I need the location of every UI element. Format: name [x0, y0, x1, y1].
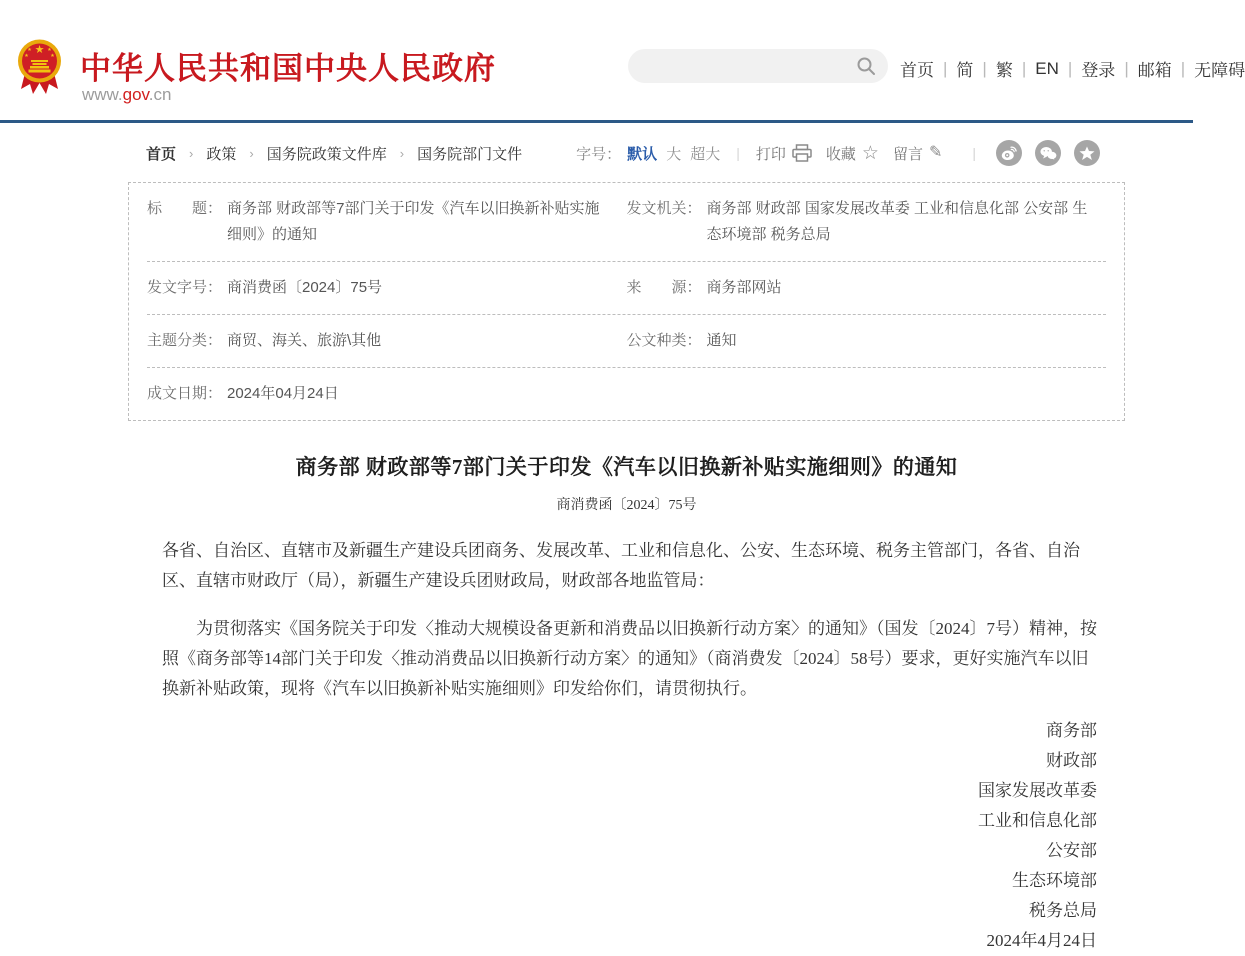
document-title: 商务部 财政部等7部门关于印发《汽车以旧换新补贴实施细则》的通知 — [295, 455, 958, 479]
meta-label-title: 标 题： — [147, 200, 223, 217]
signature-mofcom: 商务部 — [1046, 721, 1097, 740]
nav-mail[interactable]: 邮箱 — [1137, 61, 1172, 80]
meta-row-category-type — [147, 315, 1106, 368]
meta-value-doc-number: 商消费函〔2024〕75号 — [227, 279, 383, 296]
share-wechat-icon[interactable] — [1035, 140, 1061, 166]
signature-mps: 公安部 — [1046, 841, 1097, 860]
meta-value-date: 2024年04月24日 — [227, 385, 339, 402]
breadcrumb — [146, 143, 522, 164]
chevron-right-icon: › — [399, 145, 405, 161]
meta-row-title-agency — [147, 183, 1106, 262]
svg-text:★: ★ — [50, 53, 55, 59]
meta-label-doc-number: 发文字号： — [147, 279, 223, 296]
search-input[interactable] — [628, 49, 843, 83]
site-title: 中华人民共和国中央人民政府 — [80, 51, 496, 86]
meta-value-title: 商务部 财政部等7部门关于印发《汽车以旧换新补贴实施细则》的通知 — [227, 200, 600, 243]
paragraph-main: 为贯彻落实《国务院关于印发〈推动大规模设备更新和消费品以旧换新行动方案〉的通知》（国发〔2024〕7号）精神，按照《商务部等14部门关于印发〈推动消费品以旧换新行动方案〉的通知》（商消费发〔2024〕58号）要求，更好实施汽车以旧换新补贴政策，现将《汽车以旧换新补贴实施细则》印发给你们，请贯彻执行。 — [162, 619, 1097, 698]
font-size-label: 字号： — [576, 145, 622, 163]
breadcrumb-department-docs[interactable]: 国务院部门文件 — [417, 145, 523, 163]
meta-value-issuing-agency: 商务部 财政部 国家发展改革委 工业和信息化部 公安部 生态环境部 税务总局 — [706, 200, 1088, 243]
nav-separator: | — [1067, 58, 1073, 78]
comment-button[interactable]: 留言 ✎ — [892, 144, 943, 163]
document-number: 商消费函〔2024〕75号 — [556, 498, 697, 513]
signature-mee: 生态环境部 — [1012, 871, 1097, 890]
nav-separator: | — [1021, 58, 1027, 78]
nav-english[interactable]: EN — [1035, 58, 1059, 78]
meta-label-category: 主题分类： — [147, 332, 223, 349]
nav-login[interactable]: 登录 — [1081, 61, 1116, 80]
nav-separator: | — [1180, 58, 1186, 78]
star-icon: ☆ — [861, 142, 879, 164]
meta-value-category: 商贸、海关、旅游\其他 — [227, 332, 382, 349]
share-buttons — [996, 140, 1100, 166]
breadcrumb-home[interactable]: 首页 — [146, 145, 177, 163]
signature-block — [128, 716, 1125, 956]
chevron-right-icon: › — [249, 145, 254, 161]
nav-simplified[interactable]: 简 — [956, 61, 974, 80]
breadcrumb-policy-library[interactable]: 国务院政策文件库 — [266, 145, 387, 163]
svg-text:★: ★ — [34, 44, 45, 56]
font-size-big-button[interactable]: 大 — [666, 145, 682, 163]
meta-label-issuing-agency: 发文机关： — [626, 200, 702, 217]
page-toolbar — [576, 140, 1100, 166]
signature-sta: 税务总局 — [1029, 901, 1097, 920]
svg-text:★: ★ — [24, 53, 29, 59]
share-weibo-icon[interactable] — [996, 140, 1022, 166]
search-box — [628, 49, 888, 83]
chevron-right-icon: › — [189, 145, 194, 161]
meta-label-source: 来 源： — [626, 279, 702, 296]
toolbar-divider: | — [972, 145, 976, 161]
nav-accessibility[interactable]: 无障碍 — [1194, 61, 1245, 80]
site-url[interactable]: www.gov.cn — [82, 85, 172, 104]
svg-text:★: ★ — [47, 47, 52, 53]
font-size-huge-button[interactable]: 超大 — [690, 145, 721, 163]
document-metadata — [128, 182, 1125, 421]
site-header — [0, 0, 1245, 120]
meta-label-doc-type: 公文种类： — [626, 332, 702, 349]
pencil-icon: ✎ — [928, 144, 943, 161]
national-emblem-logo — [16, 36, 63, 96]
nav-separator: | — [943, 58, 948, 78]
document-article — [128, 451, 1125, 956]
top-nav — [900, 56, 1245, 81]
paragraph-addressees: 各省、自治区、直辖市及新疆生产建设兵团商务、发展改革、工业和信息化、公安、生态环境、税务主管部门，各省、自治区、直辖市财政厅（局），新疆生产建设兵团财政局，财政部各地监管局： — [162, 541, 1080, 590]
signature-mof: 财政部 — [1046, 751, 1097, 770]
svg-text:★: ★ — [27, 47, 32, 53]
print-button[interactable]: 打印 — [756, 143, 812, 164]
signature-date: 2024年4月24日 — [986, 931, 1097, 950]
breadcrumb-toolbar-row — [146, 140, 1100, 166]
toolbar-divider: | — [736, 145, 740, 161]
meta-row-date — [147, 368, 1106, 420]
favorite-button[interactable]: 收藏 ☆ — [825, 142, 879, 164]
share-qzone-icon[interactable] — [1074, 140, 1100, 166]
document-body — [128, 536, 1125, 704]
meta-value-doc-type: 通知 — [706, 332, 737, 349]
breadcrumb-policy[interactable]: 政策 — [206, 145, 237, 163]
font-size-default-button[interactable]: 默认 — [627, 145, 658, 163]
signature-ndrc: 国家发展改革委 — [978, 781, 1097, 800]
printer-icon — [792, 144, 812, 162]
search-icon[interactable] — [856, 56, 876, 76]
meta-label-date: 成文日期： — [147, 385, 223, 402]
nav-traditional[interactable]: 繁 — [995, 61, 1013, 80]
nav-separator: | — [1124, 58, 1129, 78]
header-divider — [0, 120, 1193, 123]
nav-separator: | — [982, 58, 987, 78]
signature-miit: 工业和信息化部 — [978, 811, 1097, 830]
meta-row-number-source — [147, 262, 1106, 315]
nav-home[interactable]: 首页 — [900, 61, 934, 80]
meta-value-source: 商务部网站 — [706, 279, 782, 296]
